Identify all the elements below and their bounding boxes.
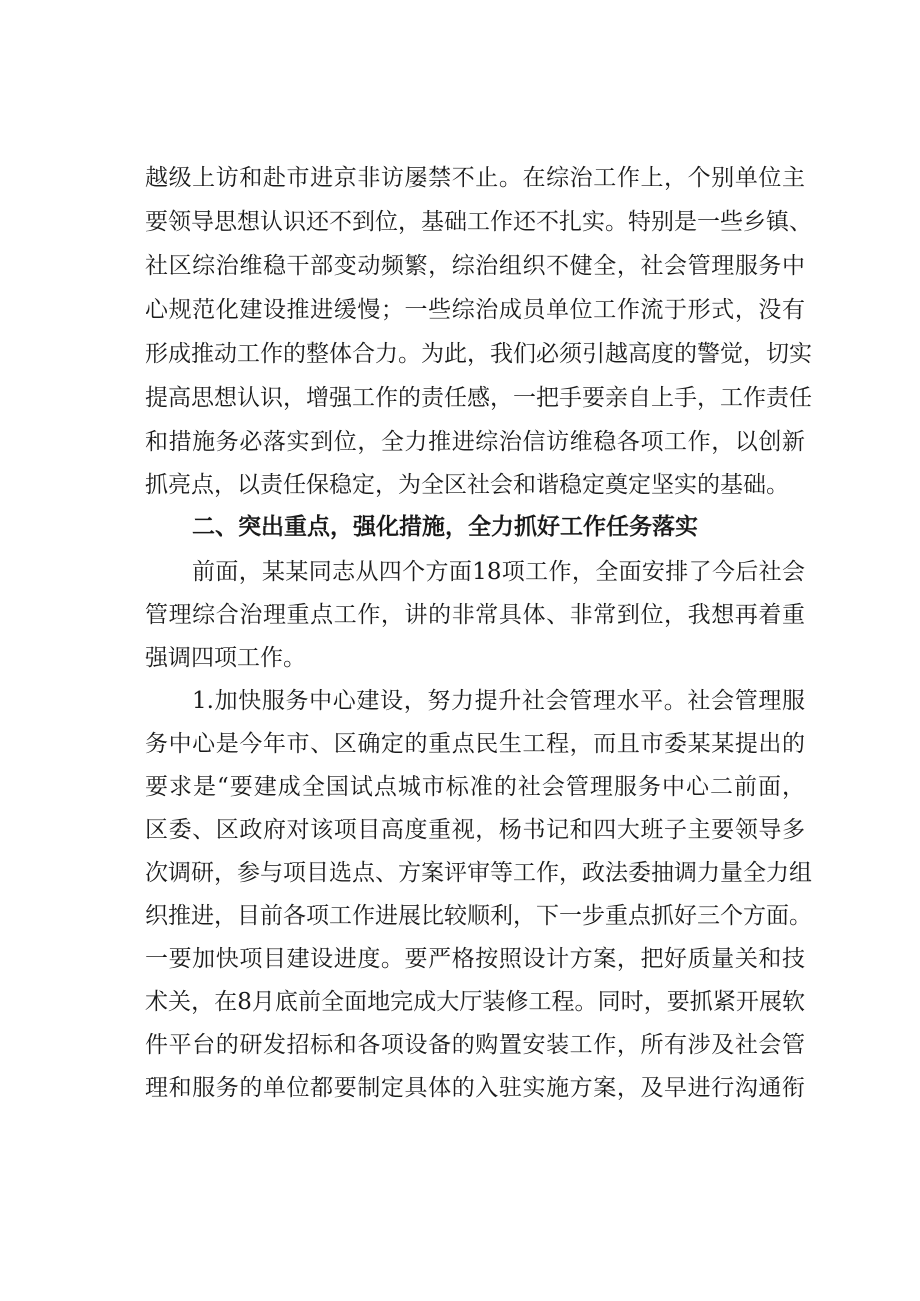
section-heading: 二、突出重点，强化措施，全力抓好工作任务落实 [192, 514, 698, 540]
paragraph-line: 管理综合治理重点工作，讲的非常具体、非常到位，我想再着重 [145, 602, 805, 628]
paragraph-line: 提高思想认识，增强工作的责任感，一把手要亲自上手，工作责任 [145, 385, 812, 411]
paragraph-line: 前面，某某同志从四个方面18项工作，全面安排了今后社会 [192, 559, 805, 585]
paragraph-line: 一要加快项目建设进度。要严格按照设计方案，把好质量关和技 [145, 946, 805, 972]
paragraph-line: 社区综治维稳干部变动频繁，综治组织不健全，社会管理服务中 [145, 253, 805, 279]
paragraph-line: 要领导思想认识还不到位，基础工作还不扎实。特别是一些乡镇、 [145, 209, 812, 235]
paragraph-line: 越级上访和赴市进京非访屡禁不止。在综治工作上，个别单位主 [145, 165, 805, 191]
paragraph-line: 理和服务的单位都要制定具体的入驻实施方案，及早进行沟通衔 [145, 1075, 805, 1101]
paragraph-line: 心规范化建设推进缓慢；一些综治成员单位工作流于形式，没有 [145, 297, 805, 323]
paragraph-line: 形成推动工作的整体合力。为此，我们必须引越高度的警觉，切实 [145, 341, 812, 367]
paragraph-line: 抓亮点，以责任保稳定，为全区社会和谐稳定奠定坚实的基础。 [145, 472, 789, 498]
paragraph-line: 务中心是今年市、区确定的重点民生工程，而且市委某某提出的 [145, 731, 805, 757]
paragraph-line: 织推进，目前各项工作进展比较顺利，下一步重点抓好三个方面。 [145, 903, 812, 929]
paragraph-line: 和措施务必落实到位，全力推进综治信访维稳各项工作，以创新 [145, 429, 805, 455]
paragraph-line: 件平台的研发招标和各项设备的购置安装工作，所有涉及社会管 [145, 1032, 805, 1058]
paragraph-line: 强调四项工作。 [145, 645, 306, 671]
paragraph-line: 术关，在8月底前全面地完成大厅装修工程。同时，要抓紧开展软 [145, 989, 805, 1015]
paragraph-line: 次调研，参与项目选点、方案评审等工作，政法委抽调力量全力组 [145, 860, 812, 886]
paragraph-line: 区委、区政府对该项目高度重视，杨书记和四大班子主要领导多 [145, 817, 805, 843]
paragraph-line: 1.加快服务中心建设，努力提升社会管理水平。社会管理服 [192, 688, 805, 714]
paragraph-line: 要求是“要建成全国试点城市标准的社会管理服务中心二前面， [145, 774, 805, 800]
